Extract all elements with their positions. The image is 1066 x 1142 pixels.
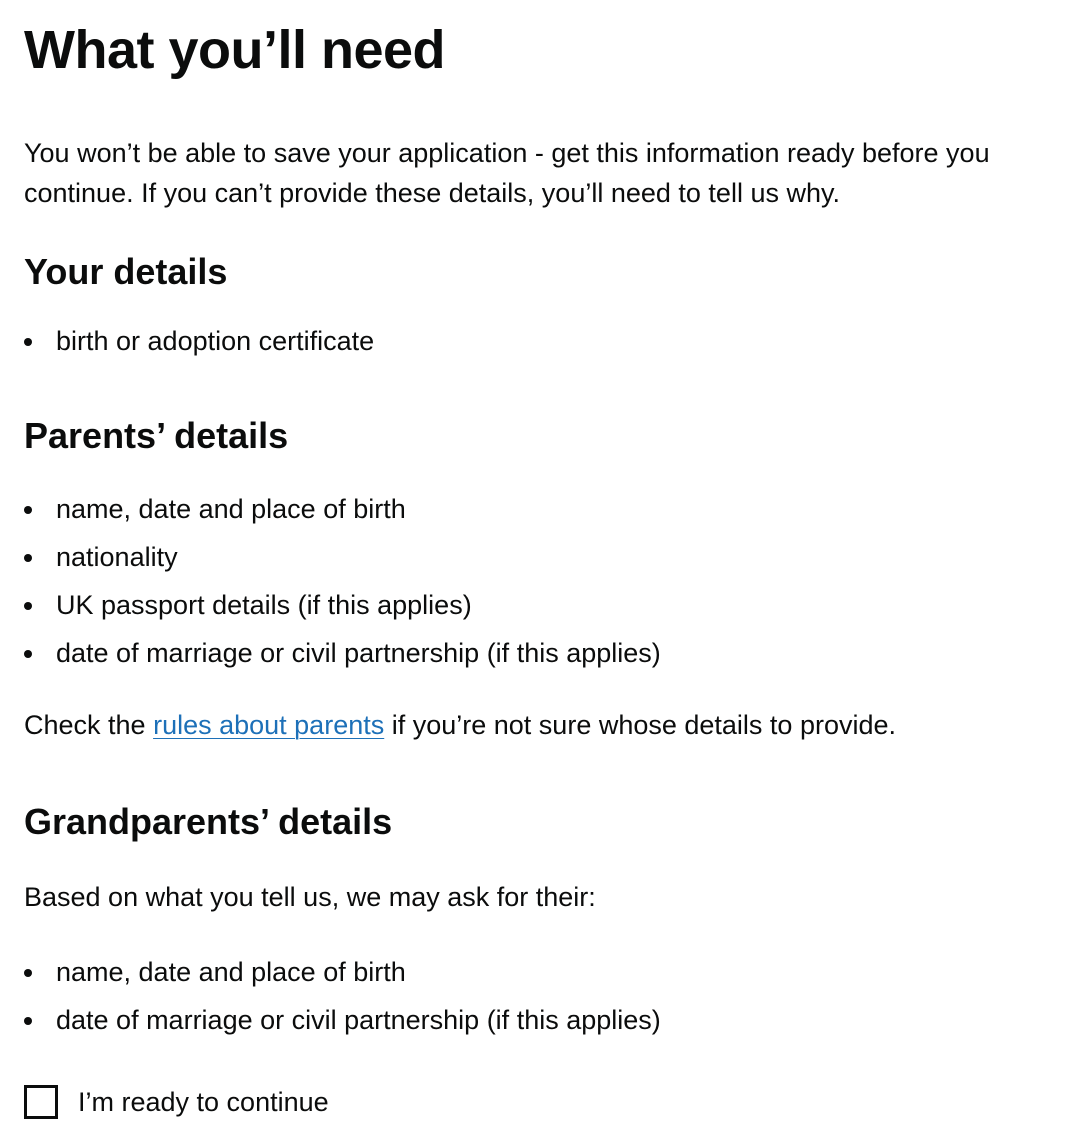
your-details-heading: Your details xyxy=(24,251,228,292)
intro-text: You won’t be able to save your application - get this information ready before you continue. If you can’t provide these details, you’ll need to tell us why. xyxy=(24,138,990,208)
check-rules-prefix: Check the xyxy=(24,710,154,740)
grandparents-details-heading: Grandparents’ details xyxy=(24,801,393,842)
list-item: date of marriage or civil partnership (if this applies) xyxy=(24,996,1042,1044)
parents-details-heading: Parents’ details xyxy=(24,415,289,456)
list-item: birth or adoption certificate xyxy=(24,317,1042,365)
ready-to-continue-checkbox[interactable] xyxy=(24,1085,58,1119)
grandparents-intro-text: Based on what you tell us, we may ask for their: xyxy=(24,882,596,912)
list-item: name, date and place of birth xyxy=(24,485,1042,533)
page-title: What you’ll need xyxy=(24,20,446,80)
ready-checkbox-row[interactable] xyxy=(24,1082,1042,1122)
list-item: nationality xyxy=(24,533,1042,581)
your-details-list xyxy=(24,317,1042,365)
ready-to-continue-label[interactable]: I’m ready to continue xyxy=(78,1087,329,1117)
check-rules-suffix: if you’re not sure whose details to provide. xyxy=(384,710,897,740)
list-item: name, date and place of birth xyxy=(24,948,1042,996)
rules-about-parents-link[interactable]: rules about parents xyxy=(153,710,385,740)
check-rules-text xyxy=(24,705,1042,745)
grandparents-details-list xyxy=(24,948,1042,1044)
list-item: date of marriage or civil partnership (if this applies) xyxy=(24,629,1042,677)
list-item: UK passport details (if this applies) xyxy=(24,581,1042,629)
parents-details-list xyxy=(24,485,1042,677)
